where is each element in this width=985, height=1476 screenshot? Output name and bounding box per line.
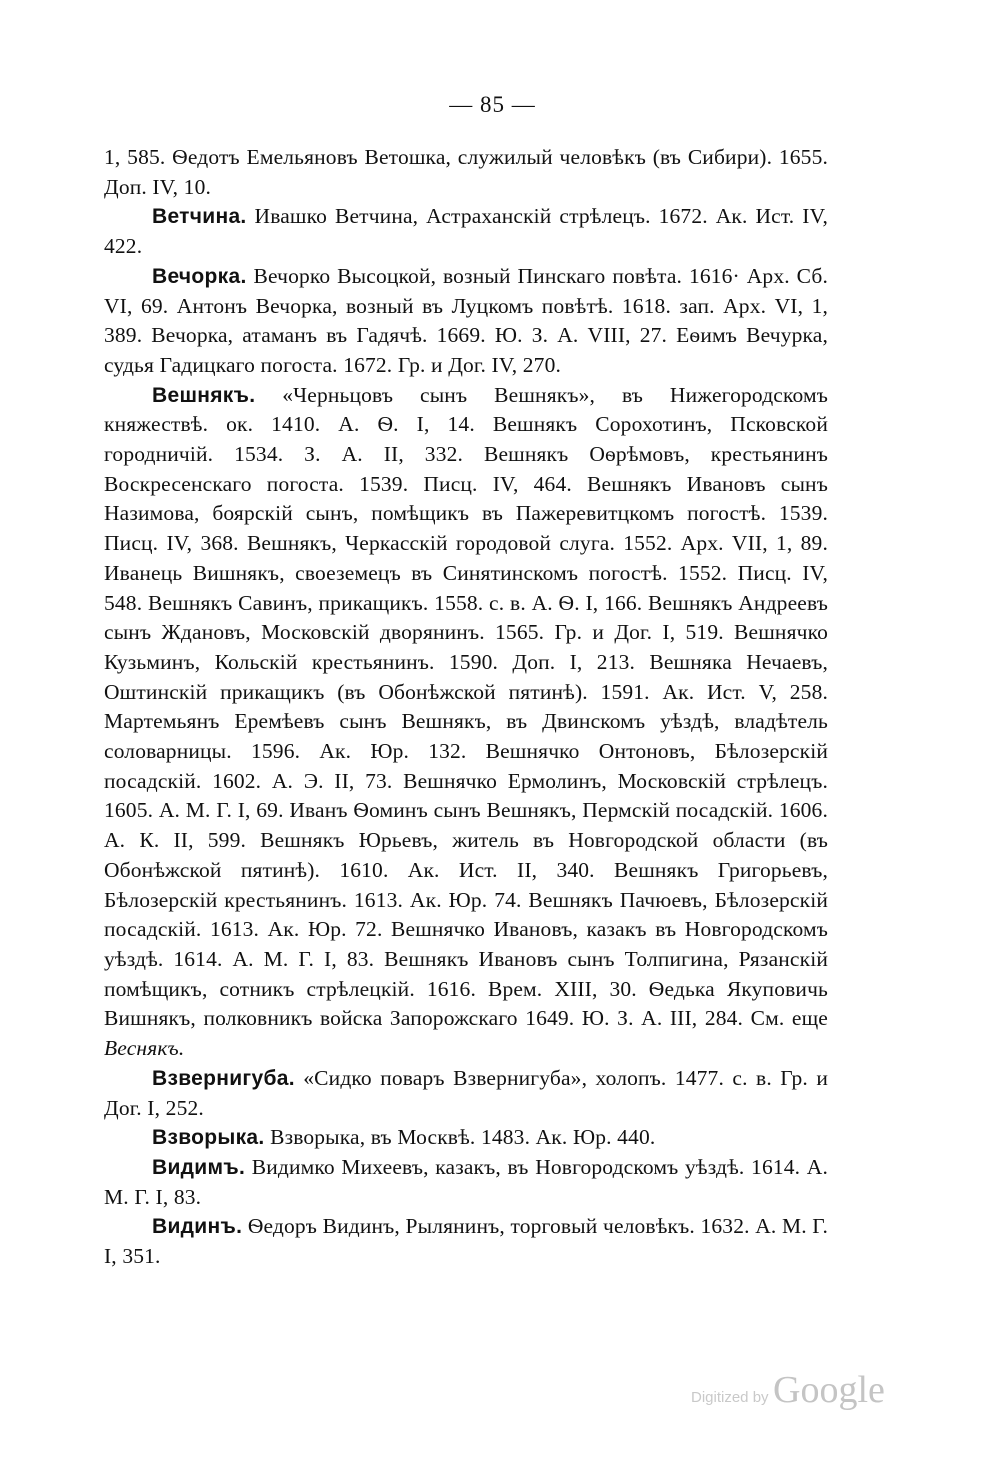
- entry-headword: Видимъ.: [152, 1155, 246, 1179]
- entry-vzvernigouba: [104, 1064, 828, 1123]
- watermark-small-text: Digitized by: [691, 1389, 769, 1406]
- entry-vzvoryka: [104, 1123, 828, 1153]
- digitized-watermark: [691, 1368, 885, 1412]
- entry-headword: Взворыка.: [152, 1126, 265, 1150]
- entry-text: Вечорко Высоцкой, возный Пинскаго повѣта. 1616· Арх. Сб. VI, 69. Антонъ Вечорка, возный въ Луцкомъ повѣтѣ. 1618. зап. Арх. VI, 1, 389. Вечорка, атаманъ въ Гадячѣ. 1669. Ю. З. А. VIII, 27. Еѳимъ Вечурка, судья Гадицкаго погоста. 1672. Гр. и Дог. IV, 270.: [104, 263, 828, 377]
- entry-headword: Вешнякъ.: [152, 383, 256, 407]
- google-logo-text: Google: [773, 1369, 885, 1411]
- entry-text: «Сидко поваръ Взвернигуба», холопъ. 1477. с. в. Гр. и Дог. I, 252.: [104, 1065, 828, 1120]
- cross-reference: Веснякъ.: [104, 1036, 185, 1061]
- entry-text: 1, 585. Ѳедотъ Емельяновъ Ветошка, служилый человѣкъ (въ Сибири). 1655. Доп. IV, 10.: [104, 145, 828, 199]
- entry-text: Ивашко Ветчина, Астраханскій стрѣлецъ. 1672. Ак. Ист. IV, 422.: [104, 204, 828, 259]
- entry-text: «Черньцовъ сынъ Вешнякъ», въ Нижегородскомъ княжествѣ. ок. 1410. А. Ѳ. I, 14. Вешнякъ Сорохотинъ, Псковской городничій. 1534. З. А. II, 332. Вешнякъ Оѳрѣмовъ, крестьянинъ Воскресенскаго погоста. 1539. Писц. IV, 464. Вешнякъ Ивановъ сынъ Назимова, боярскій сынъ, помѣщикъ въ Пажеревитцкомъ погостѣ. 1539. Писц. IV, 368. Вешнякъ, Черкасскій городовой слуга. 1552. Арх. VII, 1, 89. Иванець Вишнякъ, своеземецъ въ Синятинскомъ погостѣ. 1552. Писц. IV, 548. Вешнякъ Савинъ, прикащикъ. 1558. с. в. А. Ѳ. I, 166. Вешнякъ Андреевъ сынъ Ждановъ, Московскій дворянинъ. 1565. Гр. и Дог. I, 519. Вешнячко Кузьминъ, Кольскій крестьянинъ. 1590. Доп. I, 213. Вешняка Нечаевъ, Оштинскій прикащикъ (въ Обонѣжской пятинѣ). 1591. Ак. Ист. V, 258. Мартемьянъ Еремѣевъ сынъ Вешнякъ, въ Двинскомъ уѣздѣ, владѣтель соловарницы. 1596. Ак. Юр. 132. Вешнячко Онтоновъ, Бѣлозерскій посадскій. 1602. А. Э. II, 73. Вешнячко Ермолинъ, Московскій стрѣлецъ. 1605. А. М. Г. I, 69. Иванъ Ѳоминъ сынъ Вешнякъ, Пермскій посадскій. 1606. А. К. II, 599. Вешнякъ Юрьевъ, житель въ Новгородской области (въ Обонѣжской пятинѣ). 1610. Ак. Ист. II, 340. Вешнякъ Григорьевъ, Бѣлозерскій крестьянинъ. 1613. Ак. Юр. 74. Вешнякъ Пачюевъ, Бѣлозерскій посадскій. 1613. Ак. Юр. 72. Вешнячко Ивановъ, казакъ въ Новгородскомъ уѣздѣ. 1614. А. М. Г. I, 83. Вешнякъ Ивановъ сынъ Толпигина, Рязанскій помѣщикъ, сотникъ стрѣлецкій. 1616. Врем. XIII, 30. Ѳедька Якуповичь Вишнякъ, полковникъ войска Запорожскаго 1649. Ю. З. А. III, 284. См. еще: [104, 382, 828, 1031]
- entry-vechorka: [104, 262, 828, 381]
- dictionary-text: [104, 143, 828, 1272]
- entry-text: Видимко Михеевъ, казакъ, въ Новгородскомъ уѣздѣ. 1614. А. М. Г. I, 83.: [104, 1154, 828, 1209]
- entry-text: Взворыка, въ Москвѣ. 1483. Ак. Юр. 440.: [264, 1125, 656, 1150]
- entry-continuation: [104, 143, 828, 202]
- entry-vetchina: [104, 202, 828, 261]
- entry-headword: Видинъ.: [152, 1215, 243, 1239]
- entry-headword: Ветчина.: [152, 205, 247, 229]
- entry-headword: Вечорка.: [152, 264, 247, 288]
- page-number: — 85 —: [449, 92, 536, 117]
- entry-vidin: [104, 1212, 828, 1271]
- entry-vidim: [104, 1153, 828, 1212]
- entry-veshnyak: [104, 381, 828, 1064]
- entry-text: Ѳедоръ Видинъ, Рылянинъ, торговый человѣкъ. 1632. А. М. Г. I, 351.: [104, 1214, 828, 1269]
- entry-headword: Взвернигуба.: [152, 1066, 295, 1090]
